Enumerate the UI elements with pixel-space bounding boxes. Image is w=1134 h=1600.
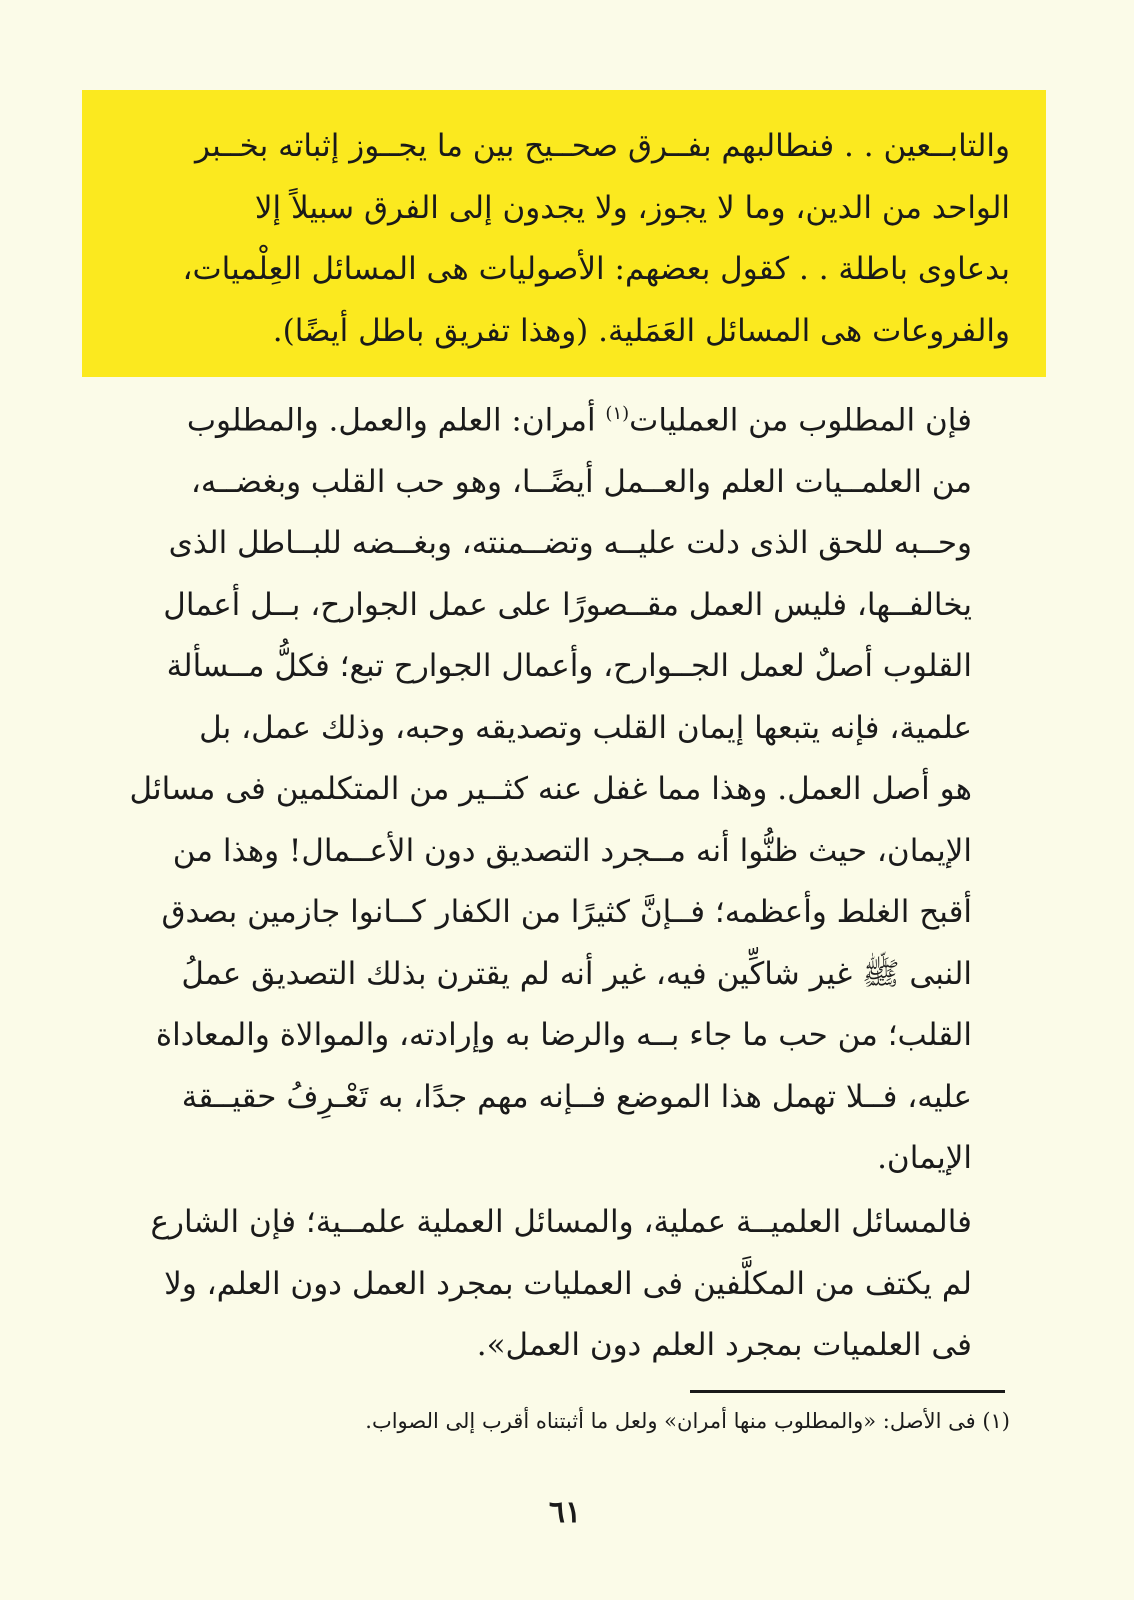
page-number: ٦١ <box>548 1495 582 1530</box>
text-line: فى العلميات بمجرد العلم دون العمل». <box>476 1327 972 1363</box>
text-line: والفروعات هى المسائل العَمَلية. (وهذا تفريق باطل أيضًا). <box>272 312 1010 349</box>
text-line: لم يكتف من المكلَّفين فى العمليات بمجرد العمل دون العلم، ولا <box>164 1265 972 1302</box>
text-line: هو أصل العمل. وهذا مما غفل عنه كثــير من المتكلمين فى مسائل <box>129 771 972 808</box>
body-paragraph <box>110 1192 1010 1377</box>
text-line: النبى ﷺ غير شاكِّين فيه، غير أنه لم يقترن بذلك التصديق عملُ <box>181 955 972 992</box>
text-line: والتابــعين . . فنطالبهم بفــرق صحــيح بين ما يجــوز إثباته بخــبر <box>194 128 1010 164</box>
text-line: علمية، فإنه يتبعها إيمان القلب وتصديقه وحبه، وذلك عمل، بل <box>199 709 972 746</box>
text-line <box>110 383 1010 452</box>
text-line: فالمسائل العلميــة عملية، والمسائل العملية علمــية؛ فإن الشارع <box>150 1204 972 1240</box>
text-segment: فإن المطلوب من العمليات <box>629 402 972 439</box>
text-line: الإيمان، حيث ظنُّوا أنه مــجرد التصديق دون الأعــمال! وهذا من <box>172 832 972 869</box>
text-line: عليه، فــلا تهمل هذا الموضع فــإنه مهم جدًا، به تَعْـرِفُ حقيــقة <box>181 1078 972 1115</box>
text-line: بدعاوى باطلة . . كقول بعضهم: الأصوليات هى المسائل العِلْميات، <box>182 251 1010 287</box>
text-line: الواحد من الدين، وما لا يجوز، ولا يجدون إلى الفرق سبيلاً إلا <box>254 189 1010 226</box>
text-line: من العلمــيات العلم والعــمل أيضًــا، وهو حب القلب وبغضــه، <box>190 463 972 500</box>
footnote-divider <box>690 1390 1005 1393</box>
footnote: (١) فى الأصل: «والمطلوب منها أمران» ولعل ما أثبتناه أقرب إلى الصواب. <box>365 1409 1010 1433</box>
text-line: القلب؛ من حب ما جاء بــه والرضا به وإرادته، والموالاة والمعاداة <box>155 1017 972 1054</box>
text-line: القلوب أصلٌ لعمل الجــوارح، وأعمال الجوارح تبع؛ فكلُّ مــسألة <box>166 648 972 685</box>
text-line: الإيمان. <box>877 1140 972 1177</box>
text-line: يخالفــها، فليس العمل مقــصورًا على عمل الجوارح، بــل أعمال <box>163 586 972 623</box>
text-segment: أمران: العلم والعمل. والمطلوب <box>186 402 606 439</box>
text-line: وحــبه للحق الذى دلت عليــه وتضــمنته، وبغــضه للبــاطل الذى <box>168 525 972 562</box>
body-paragraph <box>110 383 1010 1190</box>
highlighted-paragraph <box>110 116 1010 362</box>
text-line: أقبح الغلط وأعظمه؛ فــإنَّ كثيرًا من الكفار كــانوا جازمين بصدق <box>161 894 972 931</box>
footnote-reference: (١) <box>605 403 630 424</box>
